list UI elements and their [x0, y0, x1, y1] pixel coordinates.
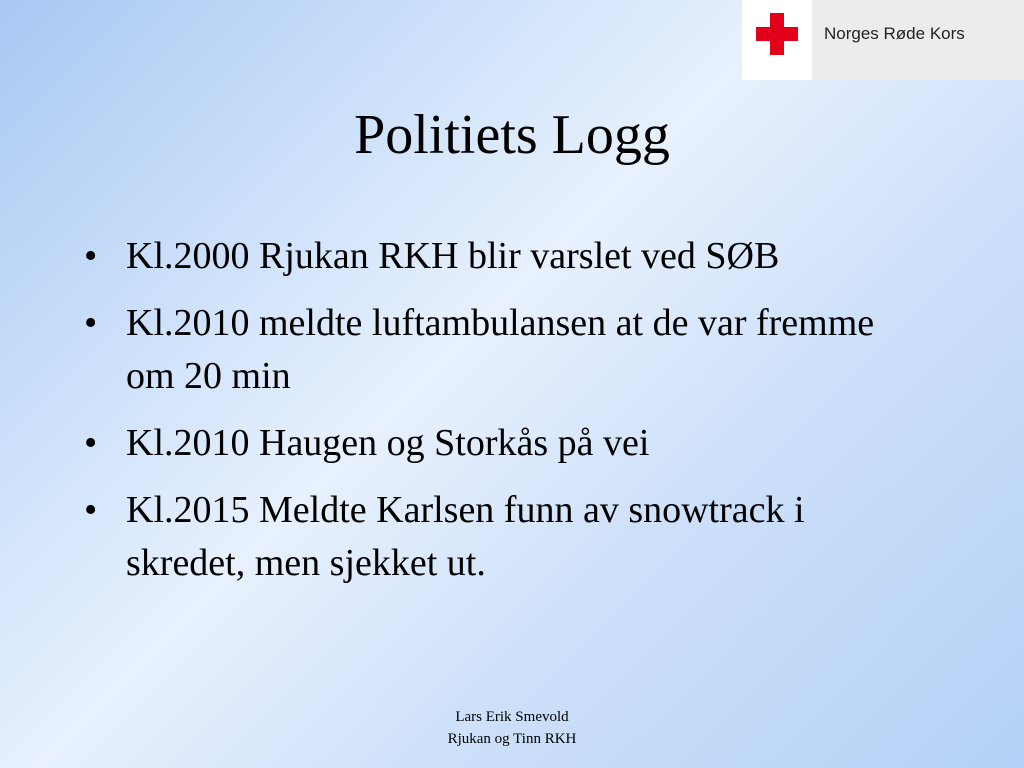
- bullet-icon: •: [84, 302, 98, 344]
- logo-text: Norges Røde Kors: [824, 24, 965, 43]
- bullet-icon: •: [84, 422, 98, 464]
- bullet-icon: •: [84, 235, 98, 277]
- bullet-item: [84, 230, 944, 283]
- slide-title: Politiets Logg: [354, 104, 670, 166]
- footer-organization: Rjukan og Tinn RKH: [447, 731, 577, 747]
- bullet-item: [84, 484, 944, 590]
- bullet-text: Kl.2010 meldte luftambulansen at de var fremme om 20 min: [126, 302, 875, 397]
- bullet-text: Kl.2010 Haugen og Storkås på vei: [126, 422, 650, 464]
- cross-horizontal-bar: [756, 27, 798, 41]
- bullet-text: Kl.2000 Rjukan RKH blir varslet ved SØB: [126, 235, 780, 277]
- bullet-item: [84, 417, 944, 470]
- bullet-item: [84, 297, 944, 403]
- bullet-icon: •: [84, 489, 98, 531]
- bullet-list: [84, 230, 944, 604]
- bullet-text: Kl.2015 Meldte Karlsen funn av snowtrack i skredet, men sjekket ut.: [126, 489, 805, 584]
- red-cross-logo: [742, 0, 1024, 80]
- footer: [412, 706, 612, 750]
- red-cross-icon: [742, 0, 812, 80]
- footer-author: Lars Erik Smevold: [455, 709, 569, 725]
